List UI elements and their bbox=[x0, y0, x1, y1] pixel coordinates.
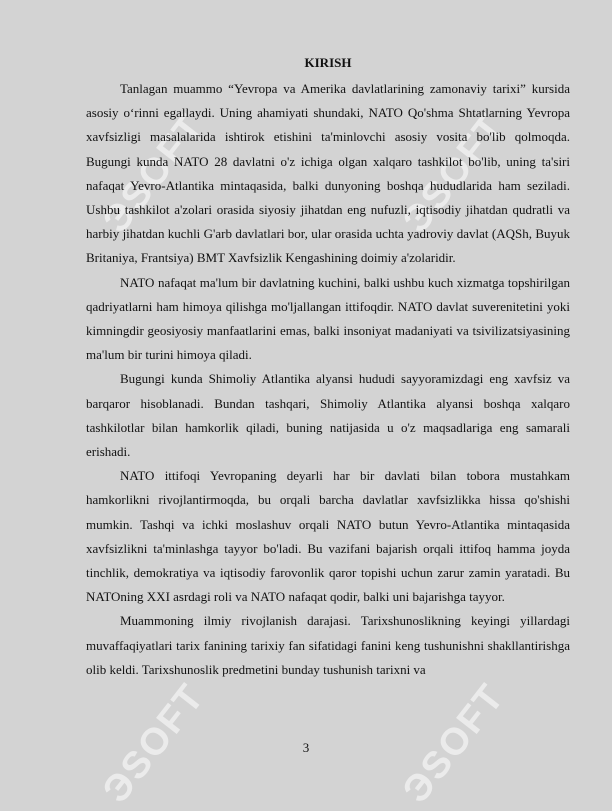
watermark-logo-top-right: ЭSOFT bbox=[395, 105, 514, 241]
page-number: 3 bbox=[302, 740, 310, 755]
watermark-logo-bottom-right: ЭSOFT bbox=[395, 675, 514, 811]
watermark-logo-top-left: ЭSOFT bbox=[95, 105, 214, 241]
paragraph-1: Tanlagan muammo “Yevropa va Amerika davlatlarining zamonaviy tarixi” kursida asosiy o‘rinni egallaydi. Uning ahamiyati shundaki, NATO Qo'shma Shtatlarning Yevropa xavfsizligi masalalarida ishtirok etishini ta'minlovchi asosiy vosita bo'lib qolmoqda. Bugungi kunda NATO 28 davlatni o'z ichiga olgan xalqaro tashkilot bo'lib, uning ta'siri nafaqat Yevro-Atlantika mintaqasida, balki dunyoning boshqa hududlarida ham seziladi. Ushbu tashkilot a'zolari orasida siyosiy jihatdan eng nufuzli, iqtisodiy jihatdan qudratli va harbiy jihatdan kuchli G'arb davlatlari bor, ular orasida uchta yadroviy davlat (AQSh, Buyuk Britaniya, Frantsiya) BMT Xavfsizlik Kengashining doimiy a'zolaridir. bbox=[86, 81, 570, 266]
paragraph-3: Bugungi kunda Shimoliy Atlantika alyansi hududi sayyoramizdagi eng xavfsiz va barqaror hisoblanadi. Bundan tashqari, Shimoliy Atlantika alyansi boshqa xalqaro tashkilotlar bilan hamkorlik qiladi, buning natijasida u o'z maqsadlariga eng samarali erishadi. bbox=[86, 371, 570, 460]
paragraph-2: NATO nafaqat ma'lum bir davlatning kuchini, balki ushbu kuch xizmatga topshirilgan qadriyatlarni ham himoya qilishga mo'ljallangan ittifoqdir. NATO davlat suverenitetini yoki kimningdir geosiyosiy manfaatlarini emas, balki insoniyat madaniyati va tsivilizatsiyasining ma'lum bir turini himoya qiladi. bbox=[86, 274, 570, 363]
document-title: KIRISH bbox=[304, 55, 352, 70]
paragraph-5: Muammoning ilmiy rivojlanish darajasi. Tarixshunoslikning keyingi yillardagi muvaffaqiyatlari tarix fanining tarixiy fan sifatidagi fanini keng tushunishni shakllantirishga olib keldi. Tarixshunoslik predmetini bunday tushunish tarixni va bbox=[86, 613, 570, 677]
watermark-logo-bottom-left: ЭSOFT bbox=[95, 675, 214, 811]
document-page bbox=[86, 54, 570, 682]
paragraph-4: NATO ittifoqi Yevropaning deyarli har bir davlati bilan tobora mustahkam hamkorlikni rivojlantirmoqda, bu orqali barcha davlatlar xavfsizlikka hissa qo'shishi mumkin. Tashqi va ichki moslashuv orqali NATO butun Yevro-Atlantika mintaqasida xavfsizlikni ta'minlashga tayyor bo'ladi. Bu vazifani bajarish orqali ittifoq hamma joyda tinchlik, demokratiya va iqtisodiy farovonlik qaror topishi uchun zarur zamin yaratadi. Bu NATOning XXI asrdagi roli va NATO nafaqat qodir, balki uni bajarishga tayyor. bbox=[86, 468, 570, 605]
